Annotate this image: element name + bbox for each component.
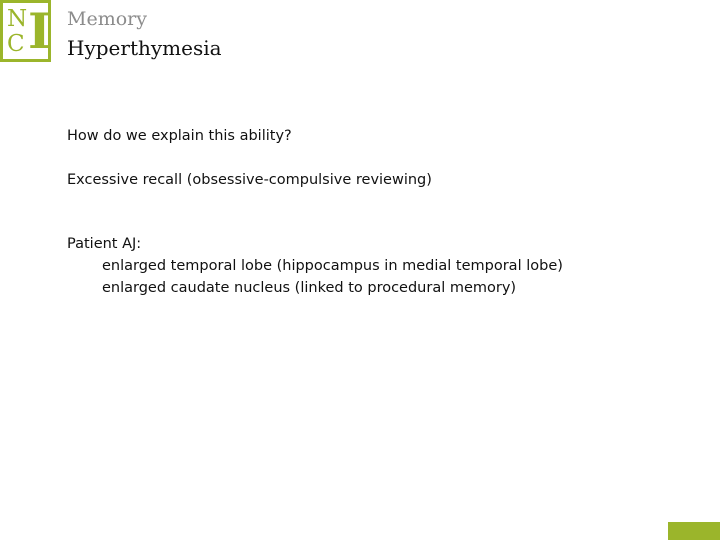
logo-letter-i: I — [28, 2, 51, 60]
nci-logo — [0, 0, 51, 62]
question-text: How do we explain this ability? — [67, 128, 292, 144]
explanation-text: Excessive recall (obsessive-compulsive reviewing) — [67, 172, 432, 188]
finding-item: enlarged temporal lobe (hippocampus in medial temporal lobe) — [102, 258, 563, 274]
finding-item: enlarged caudate nucleus (linked to procedural memory) — [102, 280, 517, 296]
corner-accent-bar — [668, 522, 720, 540]
section-label: Memory — [67, 8, 147, 30]
logo-letter-n: N — [7, 6, 28, 32]
slide-title: Hyperthymesia — [67, 36, 222, 60]
logo-inner — [3, 2, 51, 60]
patient-label: Patient AJ: — [67, 236, 142, 252]
logo-letter-c: C — [7, 31, 25, 57]
